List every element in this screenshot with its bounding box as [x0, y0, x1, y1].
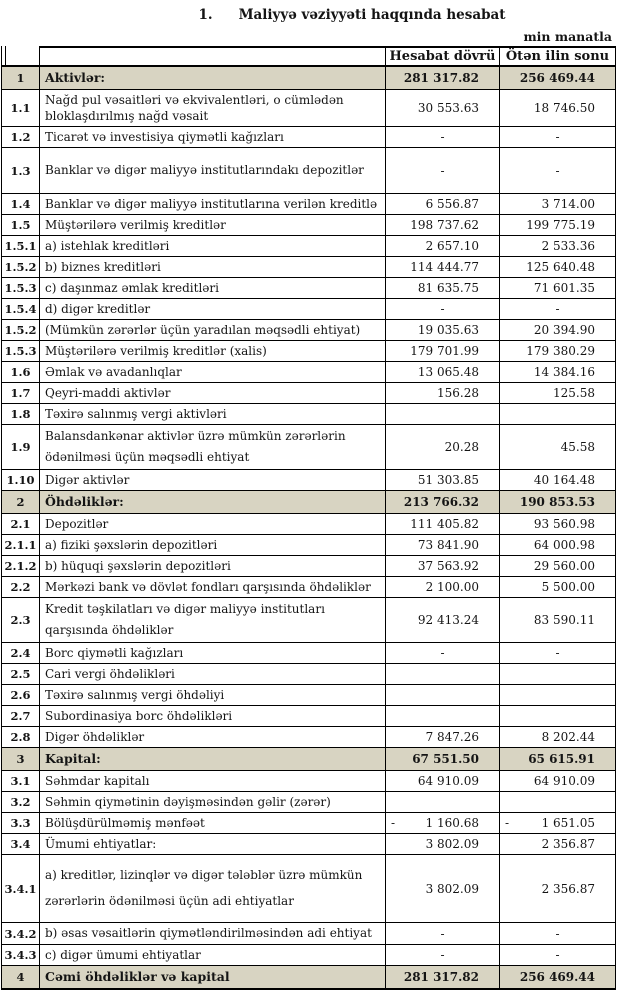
table-row — [1, 556, 616, 577]
page-title-number: 1. — [198, 7, 213, 23]
row-label-cell: Digər aktivlər — [40, 470, 386, 491]
row-number-cell: 1.5 — [1, 215, 40, 236]
value-prev-year-end — [500, 664, 616, 685]
table-row — [1, 320, 616, 341]
row-label-cell: Subordinasiya borc öhdəlikləri — [40, 706, 386, 727]
page-title — [42, 0, 620, 23]
value-prev-year-end: 8 202.44 — [500, 727, 616, 748]
row-label-cell: a) fiziki şəxslərin depozitləri — [40, 535, 386, 556]
row-label-cell: Bölüşdürülməmiş mənfəət — [40, 813, 386, 834]
table-row — [1, 834, 616, 855]
table-row — [1, 685, 616, 706]
unit-note: min manatla — [523, 29, 612, 44]
value-prev-year-end: - — [500, 127, 616, 148]
negative-value: 1 651.05 — [541, 816, 595, 830]
value-reporting-period: 37 563.92 — [386, 556, 500, 577]
row-label-cell: Müştərilərə verilmiş kreditlər — [40, 215, 386, 236]
table-row — [1, 923, 616, 945]
row-number-cell: 3.1 — [1, 771, 40, 792]
row-label-cell: Təxirə salınmış vergi öhdəliyi — [40, 685, 386, 706]
value-reporting-period: - — [386, 299, 500, 320]
value-prev-year-end: 199 775.19 — [500, 215, 616, 236]
value-reporting-period: - — [386, 643, 500, 664]
value-reporting-period: 73 841.90 — [386, 535, 500, 556]
value-reporting-period: 281 317.82 — [386, 966, 500, 990]
row-label-cell: Əmlak və avadanlıqlar — [40, 362, 386, 383]
table-row — [1, 341, 616, 362]
row-label-cell: c) digər ümumi ehtiyatlar — [40, 945, 386, 966]
row-label-cell: b) hüquqi şəxslərin depozitləri — [40, 556, 386, 577]
value-reporting-period: - — [386, 945, 500, 966]
value-prev-year-end: 18 746.50 — [500, 90, 616, 127]
table-row — [1, 792, 616, 813]
row-label-cell: Təxirə salınmış vergi aktivləri — [40, 404, 386, 425]
value-reporting-period: 114 444.77 — [386, 257, 500, 278]
minus-sign: - — [505, 816, 510, 830]
value-prev-year-end: 2 356.87 — [500, 834, 616, 855]
row-number-cell: 3.3 — [1, 813, 40, 834]
financial-position-table — [1, 46, 616, 990]
value-reporting-period: - — [386, 148, 500, 194]
negative-value: 1 160.68 — [425, 816, 479, 830]
row-label-cell: Öhdəliklər: — [40, 491, 386, 514]
table-row — [1, 215, 616, 236]
table-row — [1, 127, 616, 148]
row-number-cell: 2.3 — [1, 598, 40, 643]
value-reporting-period: 13 065.48 — [386, 362, 500, 383]
table-row — [1, 813, 616, 834]
row-number-cell: 1.3 — [1, 148, 40, 194]
table-body — [1, 67, 616, 990]
table-row — [1, 236, 616, 257]
table-row — [1, 491, 616, 514]
row-number-cell: 2.1 — [1, 514, 40, 535]
row-label-cell: Banklar və digər maliyyə institutlarına verilən kreditlə — [40, 194, 386, 215]
table-row — [1, 771, 616, 792]
value-reporting-period: 30 553.63 — [386, 90, 500, 127]
table-row — [1, 727, 616, 748]
row-number-cell: 1.5.2 — [1, 257, 40, 278]
row-number-cell: 1.5.3 — [1, 278, 40, 299]
row-label-cell: b) əsas vəsaitlərin qiymətləndirilməsindən adi ehtiyat — [40, 923, 386, 945]
row-number-cell: 1.2 — [1, 127, 40, 148]
row-number-cell: 3.4 — [1, 834, 40, 855]
value-prev-year-end — [500, 706, 616, 727]
row-number-cell: 1 — [1, 67, 40, 90]
row-number-cell: 1.9 — [1, 425, 40, 470]
row-label-cell: Kapital: — [40, 748, 386, 771]
row-label-cell: Balansdankənar aktivlər üzrə mümkün zərərlərin ödənilməsi üçün məqsədli ehtiyat — [40, 425, 386, 470]
table-row — [1, 383, 616, 404]
row-label-cell: a) kreditlər, lizinqlər və digər tələblər üzrə mümkün zərərlərin ödənilməsi üçün adi ehtiyatlar — [40, 855, 386, 923]
value-prev-year-end: 3 714.00 — [500, 194, 616, 215]
value-reporting-period: 6 556.87 — [386, 194, 500, 215]
table-row — [1, 90, 616, 127]
row-label-cell: Borc qiymətli kağızları — [40, 643, 386, 664]
row-number-cell: 3.2 — [1, 792, 40, 813]
row-label-cell: (Mümkün zərərlər üçün yaradılan məqsədli ehtiyat) — [40, 320, 386, 341]
table-header-row — [1, 46, 616, 67]
table-row — [1, 514, 616, 535]
row-number-cell: 3 — [1, 748, 40, 771]
value-reporting-period: 7 847.26 — [386, 727, 500, 748]
value-reporting-period: 3 802.09 — [386, 855, 500, 923]
header-col-prev-year-end: Ötən ilin sonu — [500, 46, 616, 67]
value-reporting-period: 2 657.10 — [386, 236, 500, 257]
row-label-cell: c) daşınmaz əmlak kreditləri — [40, 278, 386, 299]
row-number-cell: 1.5.4 — [1, 299, 40, 320]
value-reporting-period: 20.28 — [386, 425, 500, 470]
value-prev-year-end: - — [500, 148, 616, 194]
row-number-cell: 2.2 — [1, 577, 40, 598]
value-prev-year-end: 40 164.48 — [500, 470, 616, 491]
row-number-cell: 1.6 — [1, 362, 40, 383]
value-prev-year-end: 93 560.98 — [500, 514, 616, 535]
value-prev-year-end: 20 394.90 — [500, 320, 616, 341]
value-prev-year-end: 64 910.09 — [500, 771, 616, 792]
row-label-cell: Ticarət və investisiya qiymətli kağızları — [40, 127, 386, 148]
header-label-cell — [40, 46, 386, 67]
table-row — [1, 404, 616, 425]
header-col-reporting-period: Hesabat dövrü — [386, 46, 500, 67]
value-reporting-period: 156.28 — [386, 383, 500, 404]
value-reporting-period: 51 303.85 — [386, 470, 500, 491]
value-prev-year-end: 14 384.16 — [500, 362, 616, 383]
value-reporting-period — [386, 792, 500, 813]
row-label-cell: Səhmdar kapitalı — [40, 771, 386, 792]
row-label-cell: Səhmin qiymətinin dəyişməsindən gəlir (zərər) — [40, 792, 386, 813]
value-prev-year-end: - — [500, 923, 616, 945]
table-row — [1, 148, 616, 194]
row-label-cell: Ümumi ehtiyatlar: — [40, 834, 386, 855]
value-prev-year-end: 64 000.98 — [500, 535, 616, 556]
table-row — [1, 362, 616, 383]
row-number-cell: 2.4 — [1, 643, 40, 664]
row-number-cell: 1.5.2 — [1, 320, 40, 341]
header-number-cell — [1, 46, 40, 67]
row-label-cell: d) digər kreditlər — [40, 299, 386, 320]
row-number-cell: 3.4.2 — [1, 923, 40, 945]
row-number-cell: 4 — [1, 966, 40, 990]
row-number-cell: 1.10 — [1, 470, 40, 491]
value-prev-year-end: 256 469.44 — [500, 67, 616, 90]
value-reporting-period: 92 413.24 — [386, 598, 500, 643]
value-reporting-period: 19 035.63 — [386, 320, 500, 341]
table-row — [1, 855, 616, 923]
value-reporting-period: - — [386, 127, 500, 148]
row-label-cell: Depozitlər — [40, 514, 386, 535]
value-prev-year-end — [500, 404, 616, 425]
value-prev-year-end: - — [500, 299, 616, 320]
row-number-cell: 2.5 — [1, 664, 40, 685]
row-label-cell: Banklar və digər maliyyə institutlarındakı depozitlər — [40, 148, 386, 194]
table-row — [1, 966, 616, 990]
row-number-cell: 2.7 — [1, 706, 40, 727]
row-number-cell: 1.1 — [1, 90, 40, 127]
value-reporting-period — [386, 706, 500, 727]
table-row — [1, 194, 616, 215]
row-number-cell: 3.4.3 — [1, 945, 40, 966]
value-reporting-period: 111 405.82 — [386, 514, 500, 535]
table-row — [1, 535, 616, 556]
row-label-cell: Digər öhdəliklər — [40, 727, 386, 748]
row-label-cell: Cari vergi öhdəlikləri — [40, 664, 386, 685]
value-prev-year-end: 125 640.48 — [500, 257, 616, 278]
value-reporting-period — [386, 685, 500, 706]
row-label-cell: a) istehlak kreditləri — [40, 236, 386, 257]
value-prev-year-end: 190 853.53 — [500, 491, 616, 514]
row-label-cell: Mərkəzi bank və dövlət fondları qarşısında öhdəliklər — [40, 577, 386, 598]
table-row — [1, 299, 616, 320]
value-prev-year-end — [500, 685, 616, 706]
row-label-cell: Müştərilərə verilmiş kreditlər (xalis) — [40, 341, 386, 362]
row-label-cell: b) biznes kreditləri — [40, 257, 386, 278]
value-reporting-period: 3 802.09 — [386, 834, 500, 855]
value-prev-year-end: 65 615.91 — [500, 748, 616, 771]
value-prev-year-end: 2 356.87 — [500, 855, 616, 923]
value-reporting-period: 67 551.50 — [386, 748, 500, 771]
value-prev-year-end: 5 500.00 — [500, 577, 616, 598]
table-row — [1, 643, 616, 664]
value-reporting-period: 81 635.75 — [386, 278, 500, 299]
value-prev-year-end: 125.58 — [500, 383, 616, 404]
table-row — [1, 257, 616, 278]
value-prev-year-end: 29 560.00 — [500, 556, 616, 577]
row-number-cell: 1.5.1 — [1, 236, 40, 257]
table-row — [1, 706, 616, 727]
value-reporting-period: 64 910.09 — [386, 771, 500, 792]
value-reporting-period: 2 100.00 — [386, 577, 500, 598]
table-row — [1, 577, 616, 598]
value-prev-year-end: 45.58 — [500, 425, 616, 470]
row-number-cell: 1.5.3 — [1, 341, 40, 362]
row-number-cell: 3.4.1 — [1, 855, 40, 923]
value-prev-year-end: 179 380.29 — [500, 341, 616, 362]
value-reporting-period: - — [386, 923, 500, 945]
row-number-cell: 2.6 — [1, 685, 40, 706]
header-sliver — [2, 46, 6, 65]
value-reporting-period: 213 766.32 — [386, 491, 500, 514]
value-prev-year-end: 71 601.35 — [500, 278, 616, 299]
row-label-cell: Nağd pul vəsaitləri və ekvivalentləri, o cümlədən bloklaşdırılmış nağd vəsait — [40, 90, 386, 127]
minus-sign: - — [391, 816, 396, 830]
table-row — [1, 278, 616, 299]
value-reporting-period — [386, 404, 500, 425]
row-number-cell: 2.1.1 — [1, 535, 40, 556]
value-reporting-period: 281 317.82 — [386, 67, 500, 90]
table-row — [1, 748, 616, 771]
row-label-cell: Aktivlər: — [40, 67, 386, 90]
value-reporting-period — [386, 664, 500, 685]
value-prev-year-end: 256 469.44 — [500, 966, 616, 990]
row-label-cell: Kredit təşkilatları və digər maliyyə institutları qarşısında öhdəliklər — [40, 598, 386, 643]
table-row — [1, 470, 616, 491]
row-number-cell: 1.7 — [1, 383, 40, 404]
page-title-text: Maliyyə vəziyyəti haqqında hesabat — [238, 7, 506, 23]
value-prev-year-end: - — [500, 643, 616, 664]
value-reporting-period: 198 737.62 — [386, 215, 500, 236]
row-label-cell: Qeyri-maddi aktivlər — [40, 383, 386, 404]
row-number-cell: 2 — [1, 491, 40, 514]
row-label-cell: Cəmi öhdəliklər və kapital — [40, 966, 386, 990]
table-row — [1, 425, 616, 470]
value-prev-year-end: 83 590.11 — [500, 598, 616, 643]
row-number-cell: 1.4 — [1, 194, 40, 215]
table-row — [1, 67, 616, 90]
value-prev-year-end: - — [500, 945, 616, 966]
row-number-cell: 2.1.2 — [1, 556, 40, 577]
value-prev-year-end — [500, 792, 616, 813]
table-row — [1, 664, 616, 685]
value-prev-year-end: 2 533.36 — [500, 236, 616, 257]
value-prev-year-end — [500, 813, 616, 834]
row-number-cell: 2.8 — [1, 727, 40, 748]
row-number-cell: 1.8 — [1, 404, 40, 425]
table-row — [1, 598, 616, 643]
value-reporting-period: 179 701.99 — [386, 341, 500, 362]
table-row — [1, 945, 616, 966]
value-reporting-period — [386, 813, 500, 834]
